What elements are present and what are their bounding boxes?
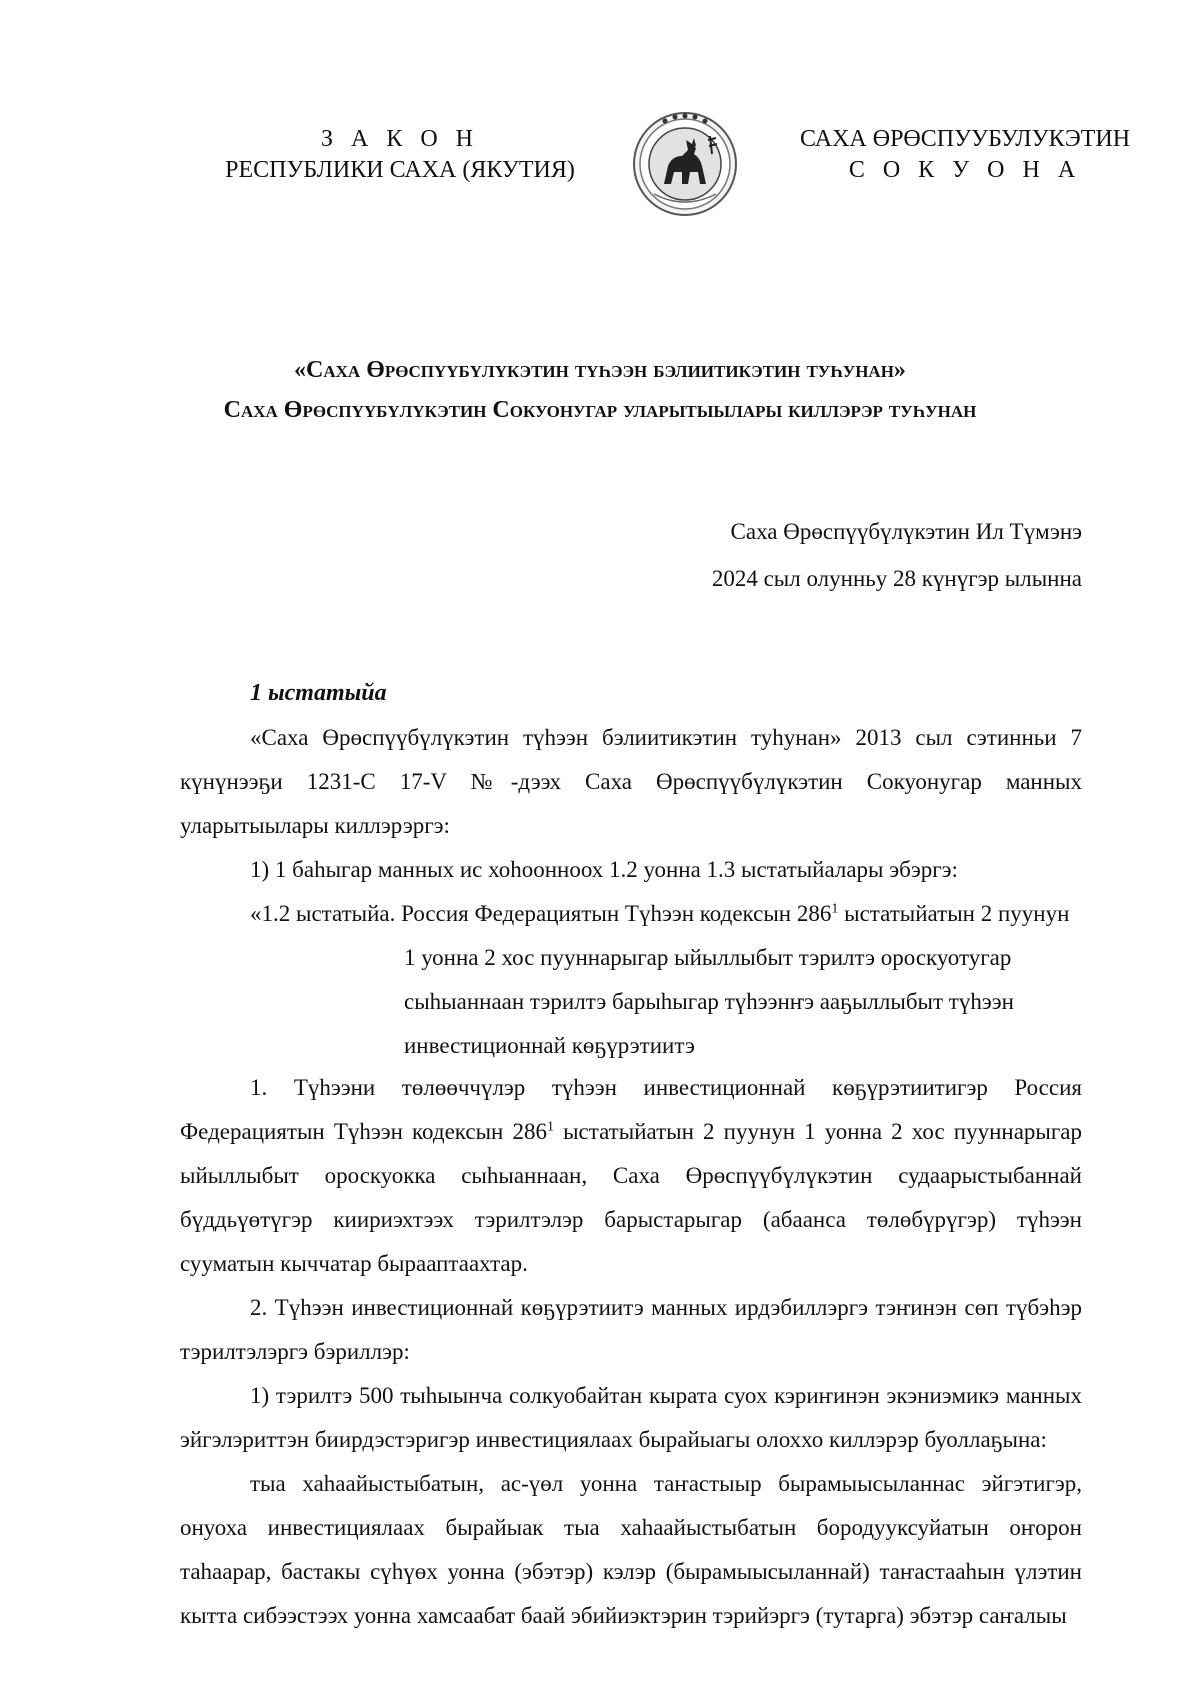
quoted-article-heading xyxy=(180,892,1110,936)
coat-of-arms-emblem xyxy=(614,110,756,218)
law-title-line1: «Саха Өрөспүүбүлүкэтин түһээн бэлиитикэтин туһунан» xyxy=(294,357,906,383)
amendment-item-1: 1) 1 баһыгар манных ис хоһоонноох 1.2 уонна 1.3 ыстатыйалары эбэргэ: xyxy=(250,857,958,882)
law-header-yakut xyxy=(770,124,1160,186)
paragraph-1-sup: 1 xyxy=(546,1119,554,1135)
paragraph-1-text-a: 1. Түһээни төлөөччүлэр түһээн инвестиционнай көҕүрэтиитигэр Россия Федерациятын Түһээн кодексын 286 xyxy=(180,1075,1082,1144)
quoted-heading-text-a: «1.2 ыстатыйа. Россия Федерациятын Түһээн кодексын 286 xyxy=(250,901,832,926)
sub-item-1: 1) тэрилтэ 500 тыһыынча солкуобайтан кырата суох кэриҥинэн экэниэмикэ манных эйгэлэриттэн биирдэстэригэр инвестициялаах бырайыагы олоххо киллэрэр буоллаҕына: xyxy=(180,1383,1082,1452)
paragraph-2: 2. Түһээн инвестиционнай көҕүрэтиитэ манных ирдэбиллэргэ тэҥинэн сөп түбэһэр тэрилтэлэргэ бэриллэр: xyxy=(180,1295,1082,1364)
paragraph-1-text-b: ыстатыйатын 2 пуунун 1 уонна 2 хос пууннарыгар ыйыллыбыт ороскуокка сыһыаннаан, Саха Өрөспүүбүлүкэтин судаарыстыбаннай бүддьүөтүгэр киириэхтээх тэрилтэлэр барыстарыгар (абаанса төлөбүрүгэр) түһээн сууматын кыччатар бырааптаахтар. xyxy=(180,1119,1082,1276)
paragraph-1 xyxy=(180,1066,1082,1286)
article-intro: «Саха Өрөспүүбүлүкэтин түһээн бэлиитикэтин туһунан» 2013 сыл сэтинньи 7 күнүнээҕи 1231-С 17-V №-дээх Саха Өрөспүүбүлүкэтин Сокуонугар манных уларытыылары киллэрэргэ: xyxy=(180,725,1082,838)
republic-name-yakut: САХА ӨРӨСПУУБУЛУКЭТИН xyxy=(799,126,1131,152)
article-heading: 1 ыстатыйа xyxy=(250,680,387,706)
adoption-date: 2024 сыл олунньу 28 күнүгэр ылынна xyxy=(711,566,1082,591)
quoted-heading-text-b: ыстатыйатын 2 пуунун xyxy=(838,901,1070,926)
law-word: З А К О Н xyxy=(320,126,480,152)
law-title-line2: Саха Өрөспүүбүлүкэтин Сокуонугар уларытыылары киллэрэр туһунан xyxy=(223,397,977,423)
law-header-russian xyxy=(200,124,600,186)
quoted-heading-sup: 1 xyxy=(831,901,839,917)
paragraph-3: тыа хаһаайыстыбатын, ас-үөл уонна таҥастыыр бырамыысыланнас эйгэтигэр, онуоха инвестициялаах бырайыак тыа хаһаайыстыбатын бородууксуйатын оҥорон таһаарар, бастакы сүһүөх уонна (эбэтэр) кэлэр (бырамыысыланнай) таҥастааһын үлэтин кытта сибээстээх уонна хамсаабат баай эбийиэктэрин тэрийэргэ (тутарга) эбэтэр саҥалыы xyxy=(180,1471,1082,1628)
republic-name: РЕСПУБЛИКИ САХА (ЯКУТИЯ) xyxy=(225,157,575,183)
adopting-body: Саха Өрөспүүбүлүкэтин Ил Түмэнэ xyxy=(730,519,1082,544)
coat-of-arms-icon xyxy=(614,110,756,218)
law-word-yakut: С О К У О Н А xyxy=(848,157,1082,183)
quoted-article-heading-cont: 1 уонна 2 хос пууннарыгар ыйыллыбыт тэрилтэ ороскуотугар сыһыаннаан тэрилтэ барыһыгар түһээнҥэ ааҕыллыбыт түһээн инвестиционнай көҕүрэтиитэ xyxy=(404,945,1014,1058)
